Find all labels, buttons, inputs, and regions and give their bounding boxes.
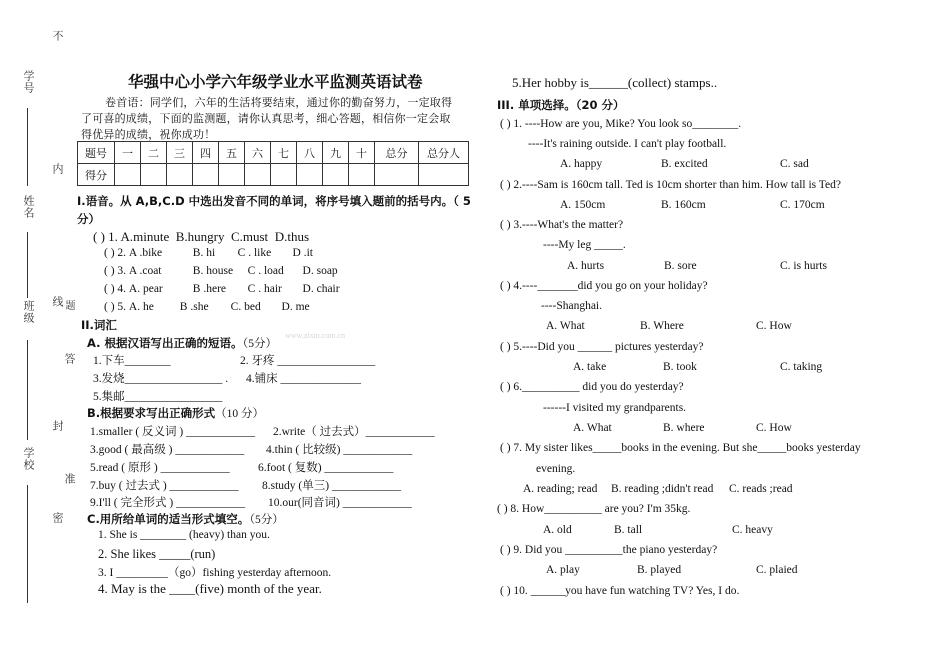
phonics-item-4: ( ) 4. A. pear B .here C . hair D. chair [104,283,340,295]
score-header-cell: 总分 [375,142,419,164]
mc-question-7-cont: evening. [536,463,576,475]
mc-q6-option-b: B. where [663,422,705,434]
score-cell[interactable] [323,164,349,186]
phonics-item-5: ( ) 5. A. he B .she C. bed D. me [104,301,310,313]
partC-heading: C.用所给单词的适当形式填空。（5分） [87,512,284,526]
score-header-cell: 题号 [78,142,115,164]
partC-item-5: 5.Her hobby is______(collect) stamps.. [512,75,718,90]
mc-q9-option-c: C. plaied [756,564,798,576]
partB-item-1: 1.smaller ( 反义词 ) ____________ [90,426,256,438]
margin-label-mi: 密 [51,512,63,524]
margin-line-student-id [27,108,28,186]
margin-label-ti: 题 [63,300,74,311]
score-cell[interactable] [193,164,219,186]
partC-item-4: 4. May is the ____(five) month of the year. [98,581,322,596]
score-header-cell: 一 [115,142,141,164]
mc-q5-option-a: A. take [573,361,607,373]
mc-q7-option-c: C. reads ;read [729,483,793,495]
mc-question-2: ( ) 2.----Sam is 160cm tall. Ted is 10cm shorter than him. How tall is Ted? [500,179,841,191]
mc-question-3-reply: ----My leg _____. [543,239,626,251]
score-cell[interactable] [167,164,193,186]
section2-heading: II.词汇 [81,318,117,332]
mc-q6-option-a: A. What [573,422,612,434]
mc-q3-option-c: C. is hurts [780,260,827,272]
mc-question-8: ( ) 8. How__________ are you? I'm 35kg. [497,503,691,515]
score-header-cell: 三 [167,142,193,164]
mc-q5-option-b: B. took [663,361,697,373]
margin-label-nei: 内 [51,163,63,175]
mc-q4-option-b: B. Where [640,320,684,332]
margin-label-zhun: 准 [63,473,75,485]
score-cell[interactable] [141,164,167,186]
mc-q4-option-a: A. What [546,320,585,332]
mc-q5-option-c: C. taking [780,361,823,373]
margin-label-name: 姓名 [22,195,34,219]
partB-heading: B.根据要求写出正确形式（10 分） [87,406,265,420]
partA-item-4: 4.铺床 ______________ [246,373,361,385]
exam-title: 华强中心小学六年级学业水平监测英语试卷 [128,74,423,91]
phonics-item-3: ( ) 3. A .coat B. house C . load D. soap [104,265,338,277]
score-header-cell: 八 [297,142,323,164]
partC-item-1: 1. She is ________ (heavy) than you. [98,529,270,541]
score-header-cell: 五 [219,142,245,164]
mc-question-7: ( ) 7. My sister likes_____books in the evening. But she_____books yesterday [500,442,861,454]
margin-label-class: 班级 [22,300,34,324]
partC-item-3: 3. I _________（go）fishing yesterday afternoon. [98,567,332,579]
mc-q6-option-c: C. How [756,422,792,434]
partB-item-8: 8.study (单三) ____________ [262,480,401,492]
section1-heading: I.语音。从 A,B,C.D 中选出发音不同的单词，将序号填入题前的括号内。（ 5 [77,194,471,208]
mc-q9-option-a: A. play [546,564,580,576]
partA-item-5: 5.集邮_________________ [93,391,223,403]
mc-q8-option-a: A. old [543,524,572,536]
score-header-cell: 十 [349,142,375,164]
partA-heading: A. 根据汉语写出正确的短语。（5分） [87,336,277,350]
score-table [77,141,469,186]
margin-label-xian: 线 [51,296,63,308]
mc-question-10: ( ) 10. ______you have fun watching TV? Yes, I do. [500,585,740,597]
score-header-cell: 九 [323,142,349,164]
watermark: www.zixin.com.cn [285,331,346,340]
partA-item-1: 1.下车________ [93,355,171,367]
mc-question-9: ( ) 9. Did you __________the piano yesterday? [500,544,718,556]
score-cell[interactable] [297,164,323,186]
score-header-cell: 七 [271,142,297,164]
mc-q9-option-b: B. played [637,564,682,576]
mc-q1-option-a: A. happy [560,158,603,170]
mc-question-3: ( ) 3.----What's the matter? [500,219,624,231]
mc-question-4: ( ) 4.----_______did you go on your holiday? [500,280,708,292]
mc-q3-option-b: B. sore [664,260,697,272]
mc-question-6: ( ) 6.__________ did you do yesterday? [500,381,684,393]
score-cell[interactable] [349,164,375,186]
mc-question-4-reply: ----Shanghai. [541,300,602,312]
margin-line-school [27,485,28,603]
mc-q2-option-b: B. 160cm [661,199,706,211]
mc-question-1: ( ) 1. ----How are you, Mike? You look so________. [500,118,742,130]
phonics-item-2: ( ) 2. A .bike B. hi C . like D .it [104,247,313,259]
score-cell[interactable] [115,164,141,186]
mc-q8-option-c: C. heavy [732,524,773,536]
score-cell[interactable] [375,164,419,186]
intro-line-3: 得优异的成绩，祝你成功！ [81,129,216,141]
margin-label-da: 答 [63,353,75,365]
mc-question-1-reply: ----It's raining outside. I can't play football. [528,138,727,150]
score-header-cell: 总分人 [419,142,469,164]
partB-item-5: 5.read ( 原形 ) ____________ [90,462,230,474]
partB-item-9: 9.I'll ( 完全形式 ) ____________ [90,497,246,509]
intro-line-1: 卷首语：同学们，六年的生活将要结束，通过你的勤奋努力，一定取得 [105,97,453,109]
partB-item-4: 4.thin ( 比较级) ____________ [266,444,413,456]
partB-item-7: 7.buy ( 过去式 ) ____________ [90,480,239,492]
margin-label-feng: 封 [51,420,63,432]
mc-question-5: ( ) 5.----Did you ______ pictures yesterday? [500,341,704,353]
score-table-score-row [78,164,469,186]
partA-item-2: 2. 牙疼 _________________ [240,355,376,367]
mc-q3-option-a: A. hurts [567,260,605,272]
mc-q8-option-b: B. tall [614,524,643,536]
margin-label-bu: 不 [51,30,63,42]
score-table-header-row [78,142,469,164]
section1-heading-cont: 分） [77,212,100,226]
intro-line-2: 了可喜的成绩，下面的监测题，请你认真思考，细心答题，相信你一定会取 [81,113,451,125]
mc-q4-option-c: C. How [756,320,792,332]
partB-item-3: 3.good ( 最高级 ) ____________ [90,444,245,456]
mc-q7-option-a: A. reading; read [523,483,598,495]
score-cell[interactable] [271,164,297,186]
margin-label-school: 学校 [22,447,34,471]
mc-q1-option-c: C. sad [780,158,809,170]
phonics-item-1: ( ) 1. A.minute B.hungry C.must D.thus [93,229,309,244]
partB-item-6: 6.foot ( 复数) ____________ [258,462,394,474]
margin-line-class [27,340,28,440]
score-header-cell: 六 [245,142,271,164]
mc-q2-option-a: A. 150cm [560,199,606,211]
score-row-label: 得分 [78,164,115,186]
partB-item-10: 10.our(同音词) ____________ [268,497,412,509]
partC-item-2: 2. She likes _____(run) [98,547,216,561]
score-cell[interactable] [219,164,245,186]
partB-item-2: 2.write（ 过去式）____________ [273,426,435,438]
score-header-cell: 二 [141,142,167,164]
mc-q1-option-b: B. excited [661,158,708,170]
mc-q2-option-c: C. 170cm [780,199,825,211]
score-cell[interactable] [245,164,271,186]
mc-question-6-reply: ------I visited my grandparents. [543,402,687,414]
section3-heading: III. 单项选择。（20 分） [497,98,625,112]
score-header-cell: 四 [193,142,219,164]
partA-item-3: 3.发烧_________________ . [93,373,229,385]
margin-line-name [27,232,28,298]
mc-q7-option-b: B. reading ;didn't read [611,483,714,495]
margin-label-student-id: 学号 [22,70,34,94]
score-cell[interactable] [419,164,469,186]
